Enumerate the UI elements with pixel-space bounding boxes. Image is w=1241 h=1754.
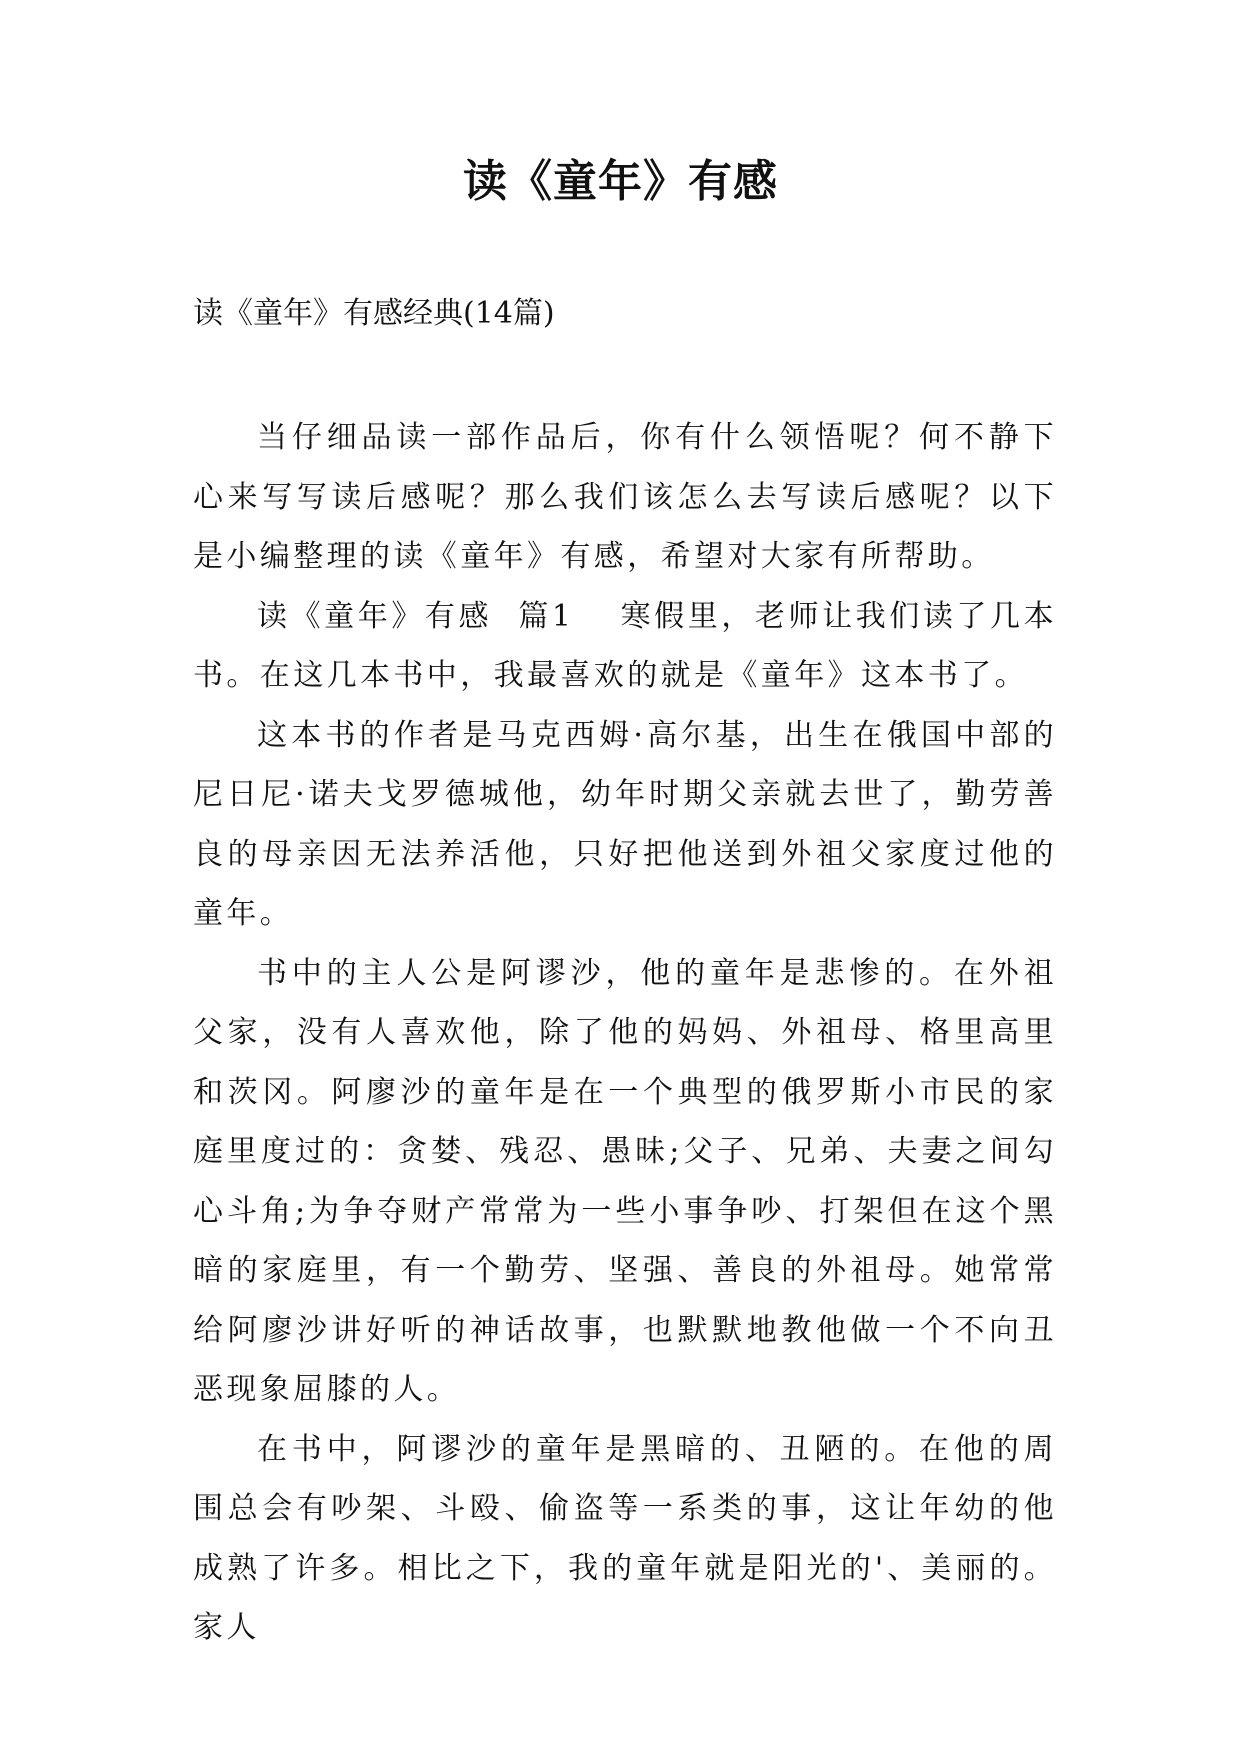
document-body (193, 408, 1057, 1658)
paragraph-text: 寒假里，老师让我们读了几本书。在这几本书中，我最喜欢的就是《童年》这本书了。 (193, 598, 1057, 693)
paragraph-author (193, 706, 1057, 944)
paragraph-comparison (193, 1420, 1057, 1658)
paragraph-protagonist (193, 944, 1057, 1420)
paragraph-text: 在书中，阿谬沙的童年是黑暗的、丑陋的。在他的周围总会有吵架、斗殴、偷盗等一系类的事，这让年幼的他成熟了许多。相比之下，我的童年就是阳光的'、美丽的。家人 (193, 1431, 1057, 1645)
paragraph-section-1 (193, 587, 1057, 706)
paragraph-text: 书中的主人公是阿谬沙，他的童年是悲惨的。在外祖父家，没有人喜欢他，除了他的妈妈、外祖母、格里高里和茨冈。阿廖沙的童年是在一个典型的俄罗斯小市民的家庭里度过的：贪婪、残忍、愚昧;父子、兄弟、夫妻之间勾心斗角;为争夺财产常常为一些小事争吵、打架但在这个黑暗的家庭里，有一个勤劳、坚强、善良的外祖母。她常常给阿廖沙讲好听的神话故事，也默默地教他做一个不向丑恶现象屈膝的人。 (193, 955, 1057, 1407)
document-subtitle: 读《童年》有感经典(14篇) (193, 296, 555, 331)
section-heading: 读《童年》有感 篇1 (257, 598, 575, 634)
paragraph-text: 这本书的作者是马克西姆·高尔基，出生在俄国中部的尼日尼·诺夫戈罗德城他，幼年时期父亲就去世了，勤劳善良的母亲因无法养活他，只好把他送到外祖父家度过他的童年。 (193, 717, 1057, 931)
document-title: 读《童年》有感 (463, 156, 778, 207)
paragraph-intro (193, 408, 1057, 587)
paragraph-text: 当仔细品读一部作品后，你有什么领悟呢？何不静下心来写写读后感呢？那么我们该怎么去写读后感呢？以下是小编整理的读《童年》有感，希望对大家有所帮助。 (193, 420, 1057, 574)
